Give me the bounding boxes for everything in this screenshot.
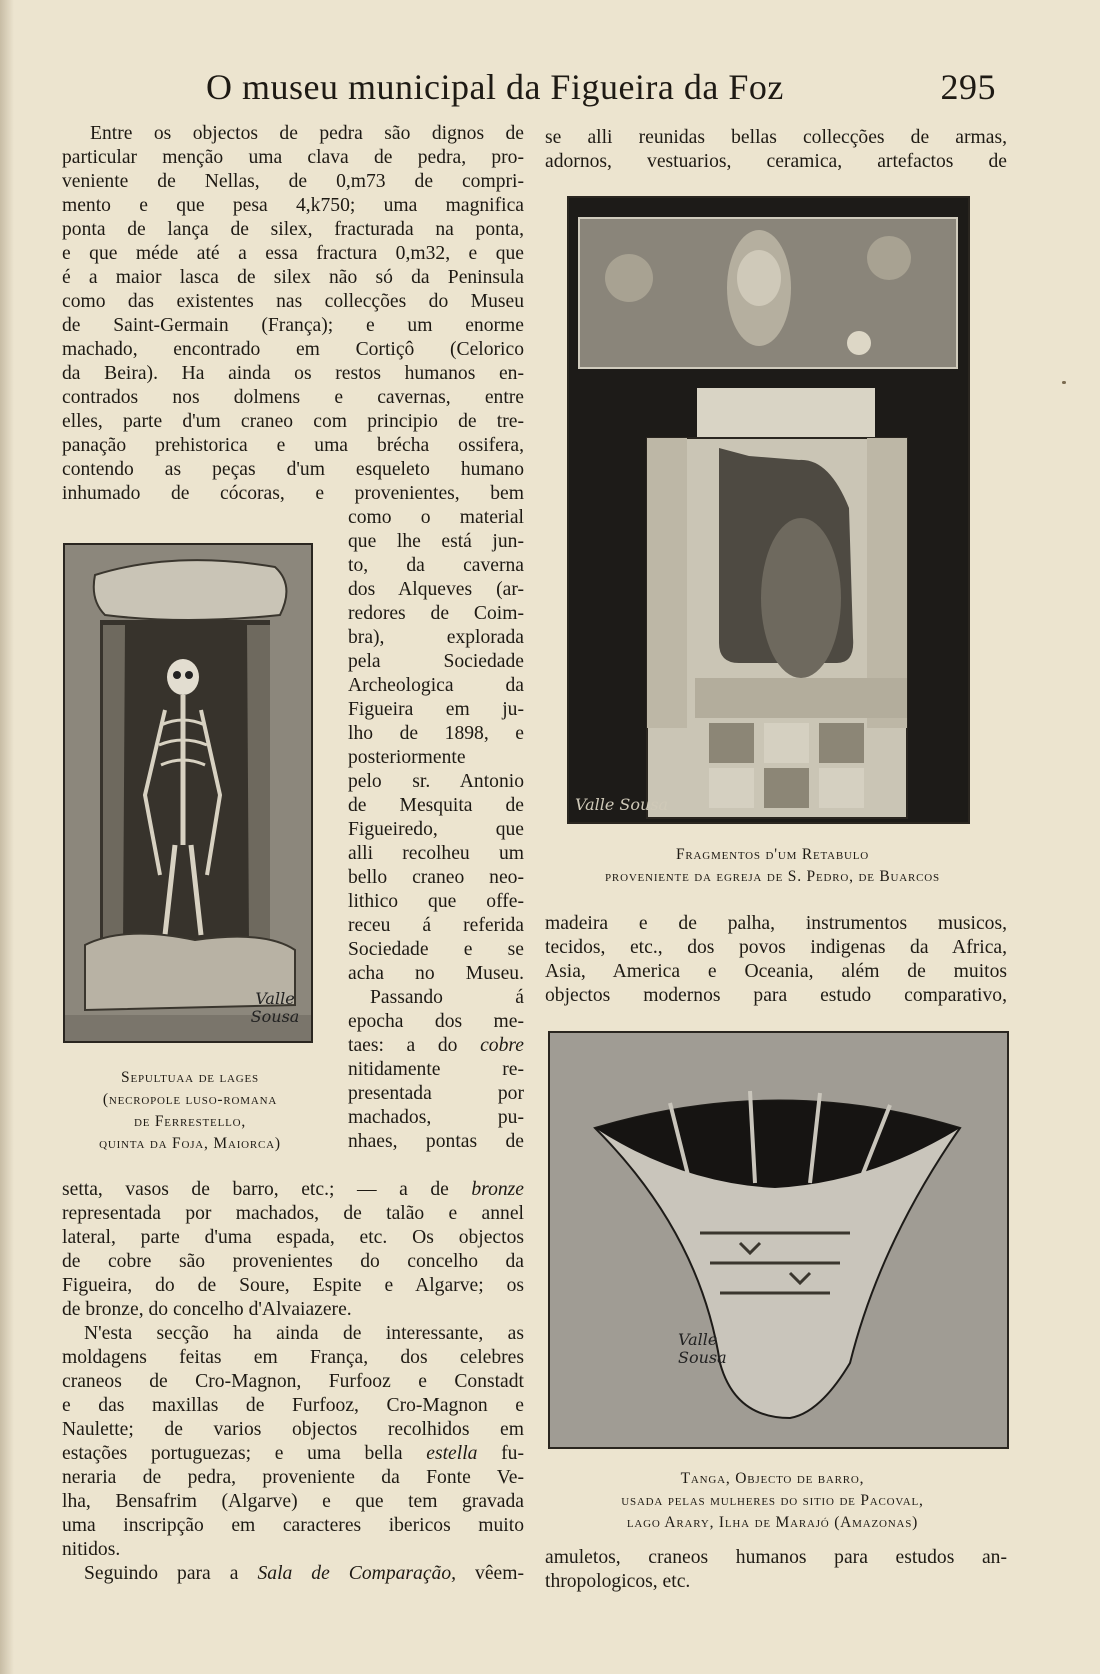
text-line: moldagens feitas em França, dos celebres (62, 1347, 524, 1368)
text-line: adornos, vestuarios, ceramica, artefactos de (545, 151, 1007, 172)
text-run: estações portuguezas; e uma bella (62, 1443, 403, 1464)
text-line: nhaes, pontas de (348, 1131, 524, 1152)
artist-signature-retabulo: Valle Sousa (575, 795, 669, 814)
text-line: receu á referida (348, 915, 524, 936)
artist-signature: Valle Sousa (250, 989, 300, 1026)
caption-line: Sepultuaa de lages (121, 1069, 259, 1086)
column2-top-paragraph (545, 126, 1007, 174)
text-line: de cobre são provenientes do concelho da (62, 1251, 524, 1272)
text-line: bra), explorada (348, 627, 524, 648)
page-title: O museu municipal da Figueira da Foz (206, 67, 784, 107)
text-line: presentada por (348, 1083, 524, 1104)
text-line: to, da caverna (348, 555, 524, 576)
caption-tanga (540, 1468, 1005, 1534)
text-line: lithico que offe- (348, 891, 524, 912)
text-line: craneos de Cro-Magnon, Furfooz e Constadt (62, 1371, 524, 1392)
text-line: pela Sociedade (348, 651, 524, 672)
text-line: objectos modernos para estudo comparativo, (545, 985, 1007, 1006)
text-line: elles, parte d'um craneo com principio de tre- (62, 411, 524, 432)
figure-tanga-image (548, 1031, 1009, 1449)
text-line: acha no Museu. (348, 963, 524, 984)
text-line: contrados nos dolmens e cavernas, entre (62, 387, 524, 408)
text-line (348, 1034, 524, 1058)
text-line: redores de Coim- (348, 603, 524, 624)
text-line: representada por machados, de talão e annel (62, 1203, 524, 1224)
text-line: lho de 1898, e (348, 723, 524, 744)
text-run: setta, vasos de barro, etc.; — a de (62, 1179, 449, 1200)
text-line: dos Alqueves (ar- (348, 579, 524, 600)
text-line: uma inscripção em caracteres ibericos muito (62, 1515, 524, 1536)
text-line: Entre os objectos de pedra são dignos de (90, 123, 524, 144)
text-line: bello craneo neo- (348, 867, 524, 888)
caption-line: usada pelas mulheres do sitio de Pacoval, (621, 1492, 924, 1509)
text-line: da Beira). Ha ainda os restos humanos en- (62, 363, 524, 384)
text-line: que lhe está jun- (348, 531, 524, 552)
text-line: como das existentes nas collecções do Museu (62, 291, 524, 312)
text-line: posteriormente (348, 747, 466, 768)
text-line: e que méde até a essa fractura 0,m32, e que (62, 243, 524, 264)
text-line: ponta de lança de silex, fracturada na ponta, (62, 219, 524, 240)
text-line: tecidos, etc., dos povos indigenas da Africa, (545, 937, 1007, 958)
text-run: fu- (501, 1443, 524, 1464)
text-line: Figueira em ju- (348, 699, 524, 720)
text-run: Seguindo para a (84, 1563, 239, 1584)
column1-top-paragraph (62, 122, 524, 506)
text-line: nitidos. (62, 1539, 121, 1560)
italic-text: Sala de Comparação, (257, 1563, 457, 1584)
running-head (206, 66, 996, 110)
column2-middle-paragraph (545, 912, 1007, 1008)
italic-text: cobre (480, 1035, 524, 1056)
text-line: epocha dos me- (348, 1011, 524, 1032)
print-speck (1062, 381, 1066, 384)
text-line: Passando á (370, 987, 524, 1008)
text-run: vêem- (475, 1563, 524, 1584)
text-line: e das maxillas de Furfooz, Cro-Magnon e (62, 1395, 524, 1416)
caption-line: (necropole luso-romana (102, 1091, 278, 1108)
text-line (62, 1562, 524, 1586)
text-line: se alli reunidas bellas collecções de armas, (545, 127, 1007, 148)
text-line: Sociedade e se (348, 939, 524, 960)
text-line: Figueiredo, que (348, 819, 524, 840)
text-line (62, 1178, 524, 1202)
caption-line: de Ferrestello, (133, 1113, 247, 1130)
text-line: alli recolheu um (348, 843, 524, 864)
text-line: amuletos, craneos humanos para estudos an- (545, 1547, 1007, 1568)
text-line: Asia, America e Oceania, além de muitos (545, 961, 1007, 982)
text-line: é a maior lasca de silex não só da Peninsula (62, 267, 524, 288)
caption-line: proveniente da egreja de S. Pedro, de Buarcos (605, 868, 940, 885)
column1-narrow-paragraph (348, 506, 524, 1154)
text-line: madeira e de palha, instrumentos musicos, (545, 913, 1007, 934)
page-edge-shadow (0, 0, 14, 1674)
text-line: thropologicos, etc. (545, 1571, 691, 1592)
text-line: Archeologica da (348, 675, 524, 696)
caption-retabulo (540, 844, 1005, 888)
caption-line: Tanga, Objecto de barro, (680, 1470, 865, 1487)
caption-line: quinta da Foja, Maiorca) (99, 1135, 281, 1152)
text-run: taes: a do (348, 1035, 458, 1056)
column1-bottom-paragraphs (62, 1178, 524, 1586)
skeleton-grave-illustration (65, 545, 311, 1041)
text-line: machado, encontrado em Cortiçô (Celorico (62, 339, 524, 360)
text-line: veniente de Nellas, de 0,m73 de compri- (62, 171, 524, 192)
text-line: nitidamente re- (348, 1059, 524, 1080)
column2-bottom-paragraph (545, 1546, 1007, 1594)
text-line: panação prehistorica e uma brécha ossifera, (62, 435, 524, 456)
tanga-illustration (550, 1033, 1007, 1447)
text-line: particular menção uma clava de pedra, pro- (62, 147, 524, 168)
retabulo-illustration (569, 198, 968, 822)
text-line: lha, Bensafrim (Algarve) e que tem gravada (62, 1491, 524, 1512)
text-line: machados, pu- (348, 1107, 524, 1128)
text-line: pelo sr. Antonio (348, 771, 524, 792)
text-line: lateral, parte d'uma espada, etc. Os objectos (62, 1227, 524, 1248)
text-line: neraria de pedra, proveniente da Fonte Ve- (62, 1467, 524, 1488)
text-line: inhumado de cócoras, e provenientes, bem (62, 483, 524, 504)
figure-retabulo-image (567, 196, 970, 824)
caption-sepultura (55, 1067, 325, 1155)
text-line (62, 1442, 524, 1466)
text-line: Naulette; de varios objectos recolhidos em (62, 1419, 524, 1440)
caption-line: Fragmentos d'um Retabulo (675, 846, 870, 863)
figure-sepultura-image (63, 543, 313, 1043)
text-line: de Mesquita de (348, 795, 524, 816)
artist-signature-tanga: Valle Sousa (678, 1330, 727, 1367)
text-line: mento e que pesa 4,k750; uma magnifica (62, 195, 524, 216)
italic-text: bronze (471, 1179, 524, 1200)
text-line: como o material (348, 507, 524, 528)
page-number: 295 (940, 67, 996, 107)
text-line: N'esta secção ha ainda de interessante, as (84, 1323, 524, 1344)
italic-text: estella (426, 1443, 478, 1464)
text-line: de bronze, do concelho d'Alvaiazere. (62, 1299, 352, 1320)
text-line: contendo as peças d'um esqueleto humano (62, 459, 524, 480)
text-line: de Saint-Germain (França); e um enorme (62, 315, 524, 336)
text-line: Figueira, do de Soure, Espite e Algarve; os (62, 1275, 524, 1296)
caption-line: lago Arary, Ilha de Marajó (Amazonas) (626, 1514, 919, 1531)
